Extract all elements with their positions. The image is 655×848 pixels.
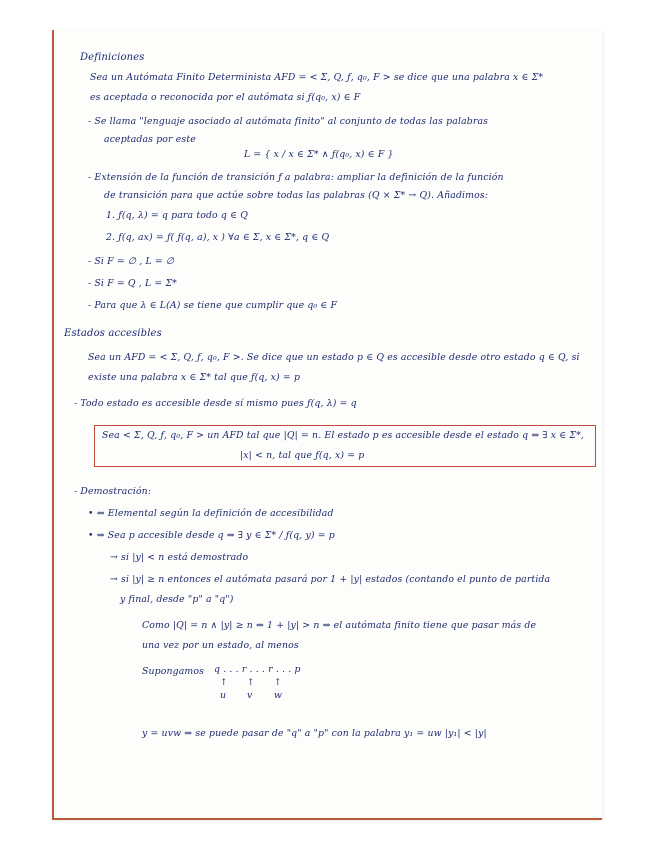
lang-text-2: aceptadas por este: [104, 134, 196, 145]
lang-text-1: - Se llama "lenguaje asociado al autómata finito" al conjunto de todas las palabras: [88, 116, 489, 127]
lang-formula: L = { x / x ∈ Σ* ∧ ƒ(q₀, x) ∈ F }: [244, 149, 394, 160]
ext-text-2: de transición para que actúe sobre todas las palabras (Q × Σ* → Q). Añadimos:: [104, 190, 489, 201]
sup-label: Supongamos: [142, 666, 205, 677]
demo-bullet-1: • ⇐ Elemental según la definición de accesibilidad: [88, 508, 334, 519]
ext-item-1: 1. ƒ(q, λ) = q para todo q ∈ Q: [106, 210, 249, 221]
final-line: y = uvw ⇒ se puede pasar de "q" a "p" con la palabra y₁ = uw |y₁| < |y|: [142, 728, 487, 739]
demo-heading: - Demostración:: [74, 486, 152, 497]
est-text-1: Sea un AFD = < Σ, Q, ƒ, q₀, F >. Se dice que un estado p ∈ Q es accesible desde otro estado q ∈ Q, si: [88, 352, 580, 363]
para-line: - Para que λ ∈ L(A) se tiene que cumplir que q₀ ∈ F: [88, 300, 338, 311]
demo-bullet-2: • ⇒ Sea p accesible desde q ⇒ ∃ y ∈ Σ* / ƒ(q, y) = p: [88, 530, 335, 541]
box-text-1: Sea < Σ, Q, ƒ, q₀, F > un AFD tal que |Q| = n. El estado p es accesible desde el estado q ⇔ ∃ x ∈ Σ*,: [102, 430, 584, 441]
sup-u: u: [220, 690, 227, 701]
box-text-2: |x| < n, tal que ƒ(q, x) = p: [240, 450, 365, 461]
heading-estados-accesibles: Estados accesibles: [64, 328, 162, 339]
sup-v: v: [247, 690, 253, 701]
up-arrow-icon: ↑: [274, 678, 282, 688]
up-arrow-icon: ↑: [220, 678, 228, 688]
demo-arrow-2b: y final, desde "p" a "q"): [120, 594, 234, 605]
sup-w: w: [274, 690, 283, 701]
def-text-1: Sea un Autómata Finito Determinista AFD = < Σ, Q, ƒ, q₀, F > se dice que una palabra x ∈ Σ*: [90, 72, 544, 83]
est-text-2: existe una palabra x ∈ Σ* tal que ƒ(q, x) = p: [88, 372, 301, 383]
def-text-2: es aceptada o reconocida por el autómata si ƒ(q₀, x) ∈ F: [90, 92, 361, 103]
demo-arrow-1: → si |y| < n está demostrado: [110, 552, 249, 563]
ext-item-2: 2. ƒ(q, ax) = ƒ( ƒ(q, a), x ) ∀a ∈ Σ, x ∈ Σ*, q ∈ Q: [106, 232, 330, 243]
como-line-2: una vez por un estado, al menos: [142, 640, 299, 651]
si-line-1: - Si F = ∅ , L = ∅: [88, 256, 175, 267]
si-line-2: - Si F = Q , L = Σ*: [88, 278, 177, 289]
como-line-1: Como |Q| = n ∧ |y| ≥ n ⇒ 1 + |y| > n ⇒ el autómata finito tiene que pasar más de: [142, 620, 537, 631]
sup-sequence: q . . . r . . . r . . . p: [214, 664, 301, 675]
notebook-page: [52, 30, 602, 820]
ext-text-1: - Extensión de la función de transición ƒ a palabra: ampliar la definición de la función: [88, 172, 504, 183]
demo-arrow-2a: → si |y| ≥ n entonces el autómata pasará por 1 + |y| estados (contando el punto de partida: [110, 574, 551, 585]
up-arrow-icon: ↑: [247, 678, 255, 688]
heading-definiciones: Definiciones: [80, 52, 145, 63]
todo-line: - Todo estado es accesible desde sí mismo pues ƒ(q, λ) = q: [74, 398, 357, 409]
